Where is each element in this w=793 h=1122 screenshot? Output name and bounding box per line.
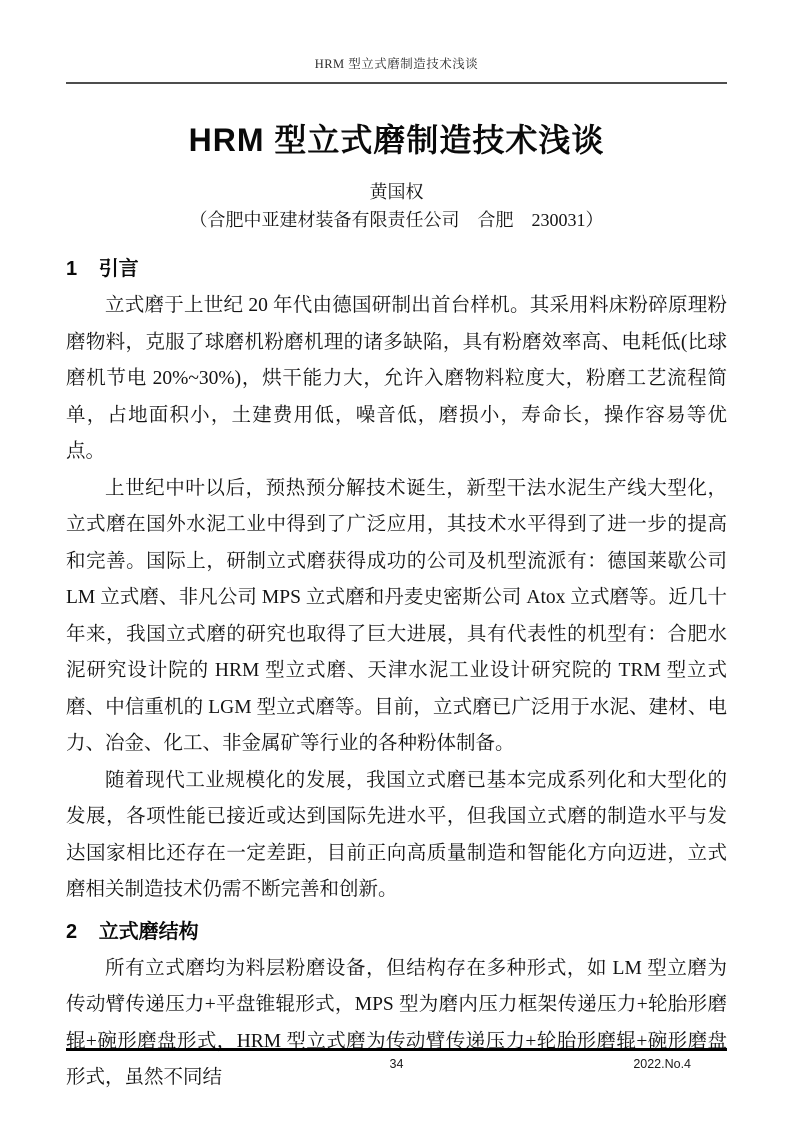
paragraph: 所有立式磨均为料层粉磨设备，但结构存在多种形式，如 LM 型立磨为传动臂传递压力+平盘锥辊形式，MPS 型为磨内压力框架传递压力+轮胎形磨辊+碗形磨盘形式，HRM 型立式磨为传动臂传递压力+轮胎形磨辊+碗形磨盘形式，虽然不同结 — [66, 957, 727, 1088]
running-header — [66, 56, 727, 72]
article-title: HRM 型立式磨制造技术浅谈 — [188, 122, 605, 158]
section-1-title: 引言 — [98, 258, 139, 280]
running-header-text: HRM 型立式磨制造技术浅谈 — [314, 57, 479, 71]
author-name: 黄国权 — [369, 182, 424, 202]
section-2-number: 2 — [66, 920, 78, 943]
article-body — [66, 120, 727, 1097]
paragraph: 立式磨于上世纪 20 年代由德国研制出首台样机。其采用料床粉碎原理粉磨物料，克服了球磨机粉磨机理的诸多缺陷，具有粉磨效率高、电耗低(比球磨机节电 20%~30%)，烘干能力大，允许入磨物料粒度大，粉磨工艺流程简单，占地面积小，土建费用低，噪音低，磨损小，寿命长，操作容易等优点。 — [66, 295, 727, 462]
section-2-heading — [66, 919, 727, 945]
section-1-number: 1 — [66, 258, 78, 280]
footer-row — [66, 1056, 727, 1072]
footer-rule — [66, 1048, 727, 1051]
issue-label: 2022.No.4 — [633, 1057, 691, 1071]
page-number: 34 — [389, 1057, 404, 1071]
section-2-title: 立式磨结构 — [98, 920, 199, 943]
header-rule — [66, 82, 727, 84]
section-1-heading — [66, 256, 727, 282]
paragraph: 上世纪中叶以后，预热预分解技术诞生，新型干法水泥生产线大型化，立式磨在国外水泥工业中得到了广泛应用，其技术水平得到了进一步的提高和完善。国际上，研制立式磨获得成功的公司及机型流派有：德国莱歇公司 LM 立式磨、非凡公司 MPS 立式磨和丹麦史密斯公司 Atox 立式磨等。近几十年来，我国立式磨的研究也取得了巨大进展，具有代表性的机型有：合肥水泥研究设计院的 HRM 型立式磨、天津水泥工业设计研究院的 TRM 型立式磨、中信重机的 LGM 型立式磨等。目前，立式磨已广泛用于水泥、建材、电力、冶金、化工、非金属矿等行业的各种粉体制备。 — [66, 477, 727, 754]
section-introduction — [66, 256, 727, 909]
paragraph: 随着现代工业规模化的发展，我国立式磨已基本完成系列化和大型化的发展，各项性能已接近或达到国际先进水平，但我国立式磨的制造水平与发达国家相比还存在一定差距，目前正向高质量制造和智能化方向迈进，立式磨相关制造技术仍需不断完善和创新。 — [66, 769, 727, 900]
page-footer — [66, 1048, 727, 1072]
author-affiliation: （合肥中亚建材装备有限责任公司 合肥 230031） — [189, 210, 604, 230]
page-header — [66, 56, 727, 84]
